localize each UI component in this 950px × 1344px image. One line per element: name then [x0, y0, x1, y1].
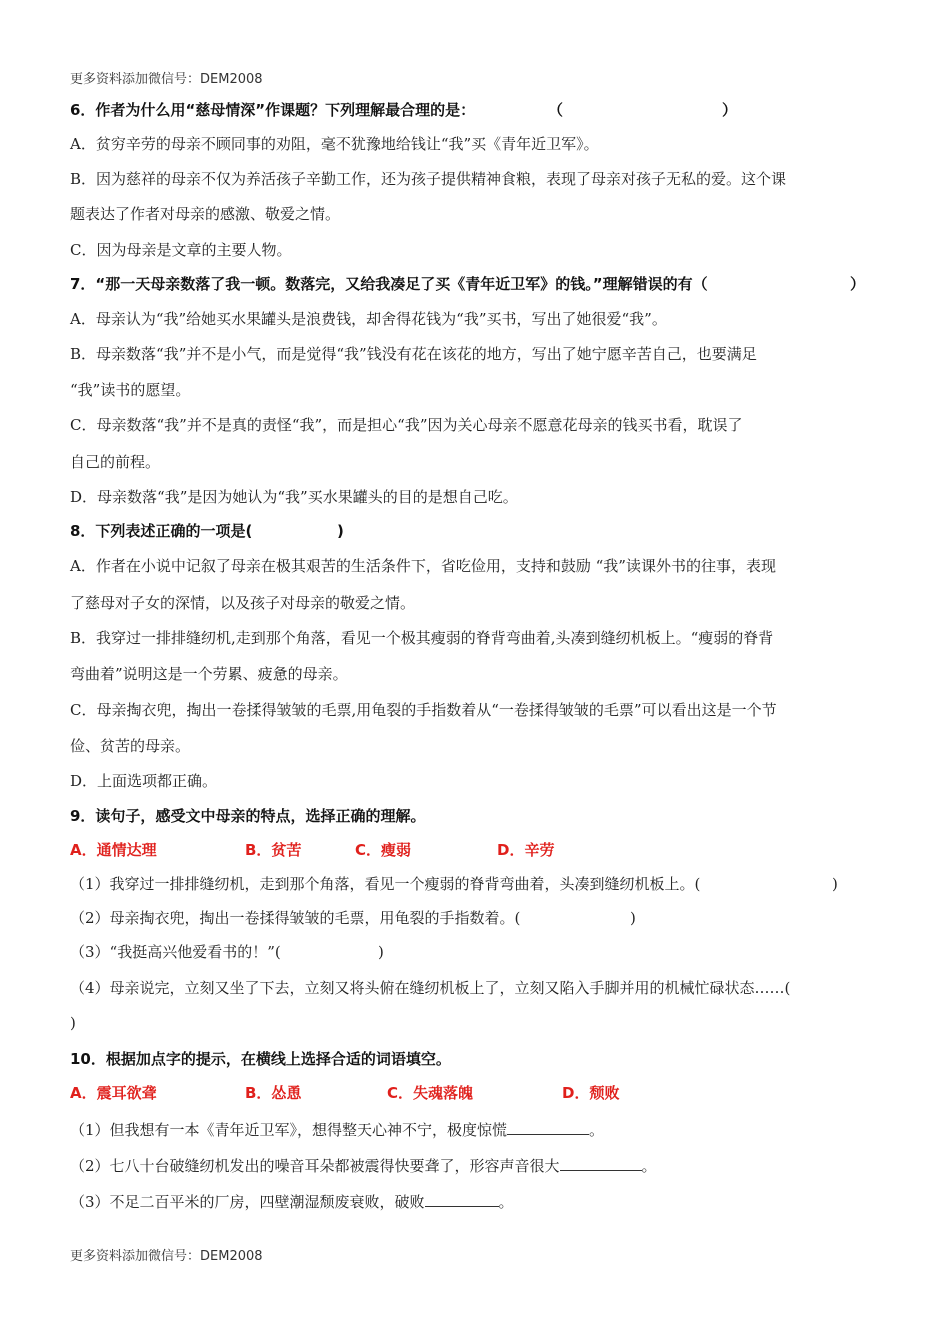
question-10-title: 10．根据加点字的提示，在横线上选择合适的词语填空。 — [70, 1050, 451, 1068]
question-9-sentence-4: （4）母亲说完，立刻又坐了下去，立刻又将头俯在缝纫机板上了，立刻又陷入手脚并用的机械忙碌状态……( — [70, 979, 791, 997]
question-8-paren-close: ) — [337, 522, 344, 540]
question-6-option-b-line1: B．因为慈祥的母亲不仅为养活孩子辛勤工作，还为孩子提供精神食粮，表现了母亲对孩子无私的爱。这个课 — [70, 170, 787, 188]
question-6-option-c: C．因为母亲是文章的主要人物。 — [70, 241, 292, 259]
question-6-title — [70, 100, 475, 120]
question-10-sentence-3-end: 。 — [498, 1193, 514, 1211]
question-7-option-d: D．母亲数落“我”是因为她认为“我”买水果罐头的目的是想自己吃。 — [70, 488, 518, 506]
question-7-title: 7．“那一天母亲数落了我一顿。数落完，又给我凑足了买《青年近卫军》的钱。”理解错误的有（ — [70, 275, 708, 293]
answer-blank-1[interactable] — [507, 1120, 589, 1135]
question-9-title: 9．读句子，感受文中母亲的特点，选择正确的理解。 — [70, 807, 426, 825]
question-9-option-b: B．贫苦 — [245, 841, 302, 859]
question-10-sentence-2-end: 。 — [641, 1157, 657, 1175]
question-9-sentence-3: （3）“我挺高兴他爱看书的！”( — [70, 943, 281, 961]
question-10-option-b: B．怂恿 — [245, 1084, 302, 1102]
question-10-option-a: A．震耳欲聋 — [70, 1084, 157, 1102]
question-10-sentence-3-text: （3）不足二百平米的厂房，四壁潮湿颓废衰败，破败 — [70, 1193, 425, 1211]
question-9-option-c: C．瘦弱 — [355, 841, 412, 859]
question-8-option-a-line2: 了慈母对子女的深情，以及孩子对母亲的敬爱之情。 — [70, 594, 416, 612]
question-8-option-a-line1: A．作者在小说中记叙了母亲在极其艰苦的生活条件下，省吃俭用，支持和鼓励 “我”读课外书的往事，表现 — [70, 557, 776, 575]
page-footer: 更多资料添加微信号：DEM2008 — [70, 1249, 263, 1264]
question-7-option-b-line2: “我”读书的愿望。 — [70, 381, 191, 399]
question-9-sentence-1: （1）我穿过一排排缝纫机，走到那个角落，看见一个瘦弱的脊背弯曲着，头凑到缝纫机板上。( — [70, 875, 701, 893]
answer-blank-3[interactable] — [425, 1192, 499, 1207]
question-7-option-a: A．母亲认为“我”给她买水果罐头是浪费钱，却舍得花钱为“我”买书，写出了她很爱“我”。 — [70, 310, 667, 328]
question-8-option-b-line1: B．我穿过一排排缝纫机,走到那个角落，看见一个极其瘦弱的脊背弯曲着,头凑到缝纫机板上。“瘦弱的脊背 — [70, 629, 774, 647]
question-6-paren-close: ） — [722, 101, 738, 119]
question-9-sentence-3-close: ) — [378, 943, 384, 961]
question-10-sentence-3 — [70, 1192, 514, 1212]
question-9-option-a: A．通情达理 — [70, 841, 157, 859]
question-6-option-a: A．贫穷辛劳的母亲不顾同事的劝阻，毫不犹豫地给钱让“我”买《青年近卫军》。 — [70, 135, 599, 153]
page-header: 更多资料添加微信号：DEM2008 — [70, 72, 263, 87]
question-8-title: 8．下列表述正确的一项是( — [70, 522, 253, 540]
answer-blank-2[interactable] — [560, 1156, 642, 1171]
question-10-sentence-2 — [70, 1156, 657, 1176]
question-6-option-b-line2: 题表达了作者对母亲的感激、敬爱之情。 — [70, 205, 341, 223]
question-6-text: 6．作者为什么用“慈母情深”作课题？下列理解最合理的是： — [70, 101, 476, 119]
question-7-option-c-line2: 自己的前程。 — [70, 453, 161, 471]
question-10-sentence-1 — [70, 1120, 604, 1140]
question-7-option-b-line1: B．母亲数落“我”并不是小气，而是觉得“我”钱没有花在该花的地方，写出了她宁愿辛苦自己，也要满足 — [70, 345, 757, 363]
question-10-option-d: D．颓败 — [562, 1084, 620, 1102]
question-10-sentence-2-text: （2）七八十台破缝纫机发出的噪音耳朵都被震得快要聋了，形容声音很大 — [70, 1157, 560, 1175]
question-10-sentence-1-text: （1）但我想有一本《青年近卫军》，想得整天心神不宁，极度惊慌 — [70, 1121, 508, 1139]
question-8-option-c-line1: C．母亲掏衣兜，掏出一卷揉得皱皱的毛票,用龟裂的手指数着从“一卷揉得皱皱的毛票”可以看出这是一个节 — [70, 701, 777, 719]
question-10-sentence-1-end: 。 — [589, 1121, 605, 1139]
question-9-sentence-4-close: ) — [70, 1014, 76, 1032]
question-9-sentence-2-close: ) — [630, 909, 636, 927]
question-8-option-d: D．上面选项都正确。 — [70, 772, 218, 790]
question-8-option-b-line2: 弯曲着”说明这是一个劳累、疲惫的母亲。 — [70, 665, 348, 683]
question-9-option-d: D．辛劳 — [497, 841, 555, 859]
question-10-option-c: C．失魂落魄 — [387, 1084, 474, 1102]
question-7-paren-close: ） — [850, 275, 866, 293]
question-6-paren-open: （ — [548, 101, 564, 119]
question-9-sentence-2: （2）母亲掏衣兜，掏出一卷揉得皱皱的毛票，用龟裂的手指数着。( — [70, 909, 521, 927]
question-8-option-c-line2: 俭、贫苦的母亲。 — [70, 737, 191, 755]
question-9-sentence-1-close: ) — [832, 875, 838, 893]
question-7-option-c-line1: C．母亲数落“我”并不是真的责怪“我”，而是担心“我”因为关心母亲不愿意花母亲的钱买书看，耽误了 — [70, 416, 743, 434]
